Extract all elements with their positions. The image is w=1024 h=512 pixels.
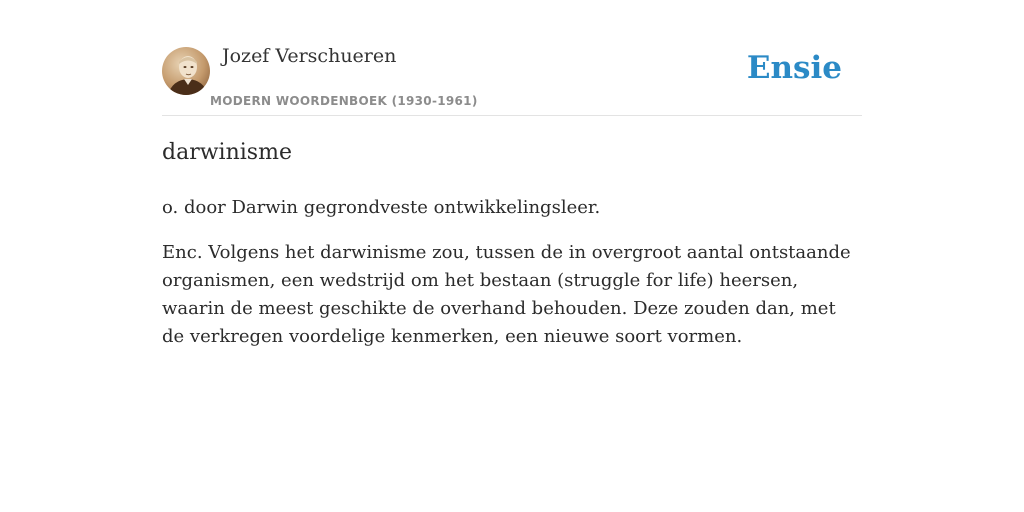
author-header: [162, 40, 862, 116]
author-portrait-image: [162, 47, 210, 95]
entry-encyclopedic-note: Enc. Volgens het darwinisme zou, tussen de in overgroot aantal ontstaande organismen, een wedstrijd om het bestaan (struggle for life) heersen, waarin de meest geschikte de overhand behouden. Deze zouden dan, met de verkregen voordelige kenmerken, een nieuwe soort vormen.: [162, 242, 851, 347]
author-avatar[interactable]: [162, 47, 210, 95]
entry-definition: o. door Darwin gegrondveste ontwikkelingsleer.: [162, 197, 601, 218]
dictionary-source[interactable]: MODERN WOORDENBOEK (1930-1961): [210, 94, 478, 108]
author-name[interactable]: Jozef Verschueren: [222, 45, 397, 67]
entry-term: darwinisme: [162, 140, 292, 165]
ensie-logo[interactable]: Ensie: [746, 50, 842, 86]
